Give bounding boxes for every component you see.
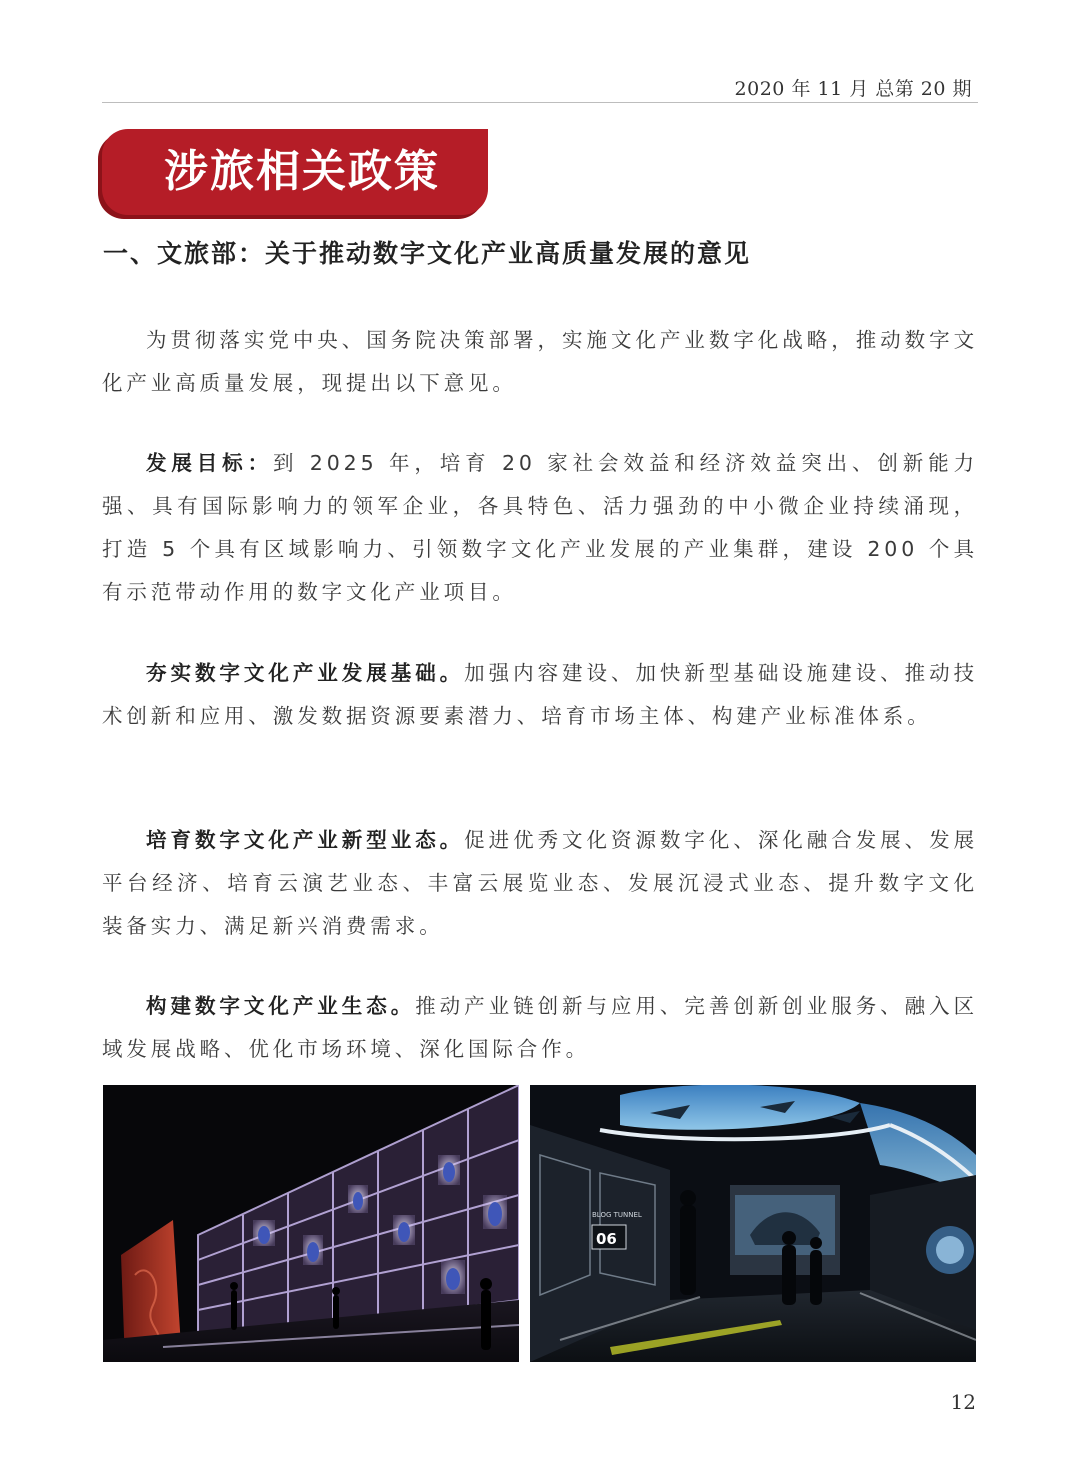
paragraph-intro — [102, 319, 978, 405]
paragraph-foundation — [102, 652, 978, 738]
immersive-tunnel-illustration — [530, 1085, 976, 1362]
paragraph-ecosystem — [102, 985, 978, 1071]
paragraph-text: 为贯彻落实党中央、国务院决策部署，实施文化产业数字化战略，推动数字文化产业高质量发展，现提出以下意见。 — [102, 328, 978, 395]
header-rule — [102, 102, 978, 103]
section-title: 一、文旅部：关于推动数字文化产业高质量发展的意见 — [103, 239, 752, 268]
paragraph-text: 促进优秀文化资源数字化、深化融合发展、发展平台经济、培育云演艺业态、丰富云展览业态、发展沉浸式业态、提升数字文化装备实力、满足新兴消费需求。 — [102, 828, 979, 938]
photo-immersive-tunnel — [530, 1085, 976, 1362]
photo-porcelain-wall — [103, 1085, 519, 1362]
tunnel-sign-number: 06 — [596, 1230, 617, 1248]
paragraph-lead: 发展目标： — [146, 451, 273, 475]
paragraph-text: 加强内容建设、加快新型基础设施建设、推动技术创新和应用、激发数据资源要素潜力、培育市场主体、构建产业标准体系。 — [102, 661, 979, 728]
page-number: 12 — [950, 1390, 976, 1414]
banner-title: 涉旅相关政策 — [164, 146, 440, 197]
section-banner — [102, 129, 488, 215]
paragraph-text: 到 2025 年，培育 20 家社会效益和经济效益突出、创新能力强、具有国际影响力的领军企业，各具特色、活力强劲的中小微企业持续涌现，打造 5 个具有区域影响力、引领数字文化产业发展的产业集群，建设 200 个具有示范带动作用的数字文化产业项目。 — [102, 451, 979, 604]
paragraph-lead: 构建数字文化产业生态。 — [146, 994, 416, 1018]
issue-header: 2020 年 11 月 总第 20 期 — [734, 78, 972, 100]
paragraph-goal — [102, 442, 978, 614]
paragraph-lead: 夯实数字文化产业发展基础。 — [146, 661, 465, 685]
paragraph-lead: 培育数字文化产业新型业态。 — [146, 828, 465, 852]
tunnel-sign-text: BLOG TUNNEL — [592, 1211, 642, 1219]
porcelain-wall-illustration — [103, 1085, 519, 1362]
paragraph-new-formats — [102, 819, 978, 948]
paragraph-text: 推动产业链创新与应用、完善创新创业服务、融入区域发展战略、优化市场环境、深化国际合作。 — [102, 994, 978, 1061]
